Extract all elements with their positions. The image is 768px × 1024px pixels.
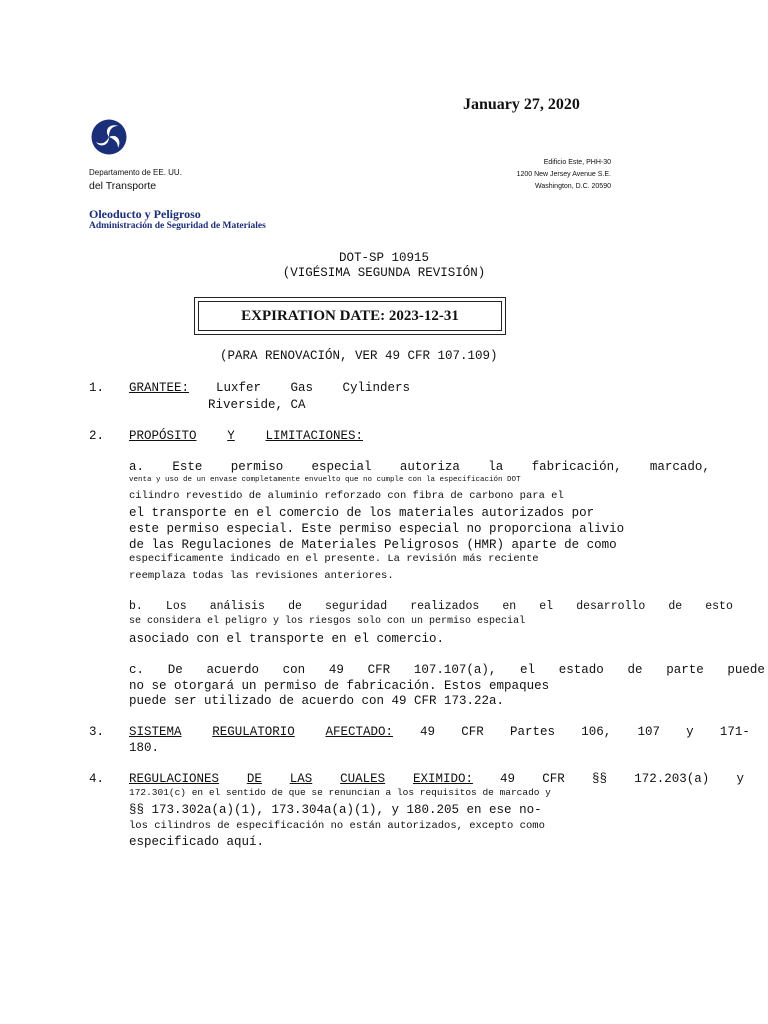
section-4-line-4: los cilindros de especificación no están autorizados, excepto como bbox=[129, 820, 545, 832]
grantee-name: Luxfer Gas Cylinders bbox=[216, 381, 410, 395]
grantee-label: GRANTEE: bbox=[129, 381, 190, 395]
section-1-number: 1. bbox=[89, 381, 105, 395]
section-2a-line-8: reemplaza todas las revisiones anteriores. bbox=[129, 570, 394, 582]
section-3-affected-parts: 49 CFR Partes 106, 107 y 171- bbox=[420, 725, 750, 739]
section-2a-line-5: este permiso especial. Este permiso especial no proporciona alivio bbox=[129, 522, 625, 536]
address-line-3: Washington, D.C. 20590 bbox=[534, 183, 611, 190]
renewal-note: (PARA RENOVACIÓN, VER 49 CFR 107.109) bbox=[220, 349, 498, 363]
permit-revision: (VIGÉSIMA SEGUNDA REVISIÓN) bbox=[282, 266, 486, 280]
agency-name-line-1: Oleoducto y Peligroso bbox=[89, 207, 201, 221]
section-2a-line-4: el transporte en el comercio de los materiales autorizados por bbox=[129, 506, 595, 520]
address-line-1: Edificio Este, PHH-30 bbox=[543, 159, 611, 166]
section-2c-line-1: c. De acuerdo con 49 CFR 107.107(a), el estado de parte puede bbox=[129, 663, 765, 677]
section-4-number: 4. bbox=[89, 772, 105, 786]
permit-number: DOT-SP 10915 bbox=[338, 251, 429, 265]
agency-name-line-2: Administración de Seguridad de Materiales bbox=[89, 221, 266, 231]
section-4-regulations: 49 CFR §§ 172.203(a) y bbox=[500, 772, 744, 786]
section-2a-line-3: cilindro revestido de aluminio reforzado con fibra de carbono para el bbox=[129, 490, 564, 502]
section-2c-line-3: puede ser utilizado de acuerdo con 49 CFR 173.22a. bbox=[129, 694, 505, 708]
address-line-2: 1200 New Jersey Avenue S.E. bbox=[516, 171, 611, 178]
section-2b-line-3: asociado con el transporte en el comercio. bbox=[129, 632, 445, 646]
section-3-line-2: 180. bbox=[129, 741, 160, 755]
section-2-number: 2. bbox=[89, 429, 105, 443]
department-line-2: del Transporte bbox=[89, 180, 157, 192]
section-4-heading: REGULACIONES DE LAS CUALES EXIMIDO: bbox=[129, 772, 473, 786]
section-2c-line-2: no se otorgará un permiso de fabricación. Estos empaques bbox=[129, 679, 550, 693]
section-2-heading: PROPÓSITO Y LIMITACIONES: bbox=[129, 429, 363, 443]
section-3-number: 3. bbox=[89, 725, 105, 739]
expiration-date: EXPIRATION DATE: 2023-12-31 bbox=[198, 301, 502, 331]
section-4-line-2: 172.301(c) en el sentido de que se renuncian a los requisitos de marcado y bbox=[129, 787, 551, 798]
expiration-box bbox=[194, 297, 506, 335]
section-2a-line-7: especificamente indicado en el presente. La revisión más reciente bbox=[129, 553, 539, 565]
section-2b-line-2: se considera el peligro y los riesgos solo con un permiso especial bbox=[129, 616, 526, 627]
section-2a-line-2: venta y uso de un envase completamente envuelto que no cumple con la especificación DOT bbox=[129, 476, 521, 484]
section-4-line-3: §§ 173.302a(a)(1), 173.304a(a)(1), y 180.205 en ese no- bbox=[129, 803, 542, 817]
section-3-heading: SISTEMA REGULATORIO AFECTADO: bbox=[129, 725, 393, 739]
section-4-line-5: especificado aquí. bbox=[129, 835, 265, 849]
dot-logo-icon bbox=[91, 119, 127, 155]
grantee-location: Riverside, CA bbox=[208, 398, 306, 412]
department-line-1: Departamento de EE. UU. bbox=[89, 168, 182, 177]
section-2a-line-1: a. Este permiso especial autoriza la fabricación, marcado, bbox=[129, 460, 710, 474]
section-2a-line-6: de las Regulaciones de Materiales Peligrosos (HMR) aparte de como bbox=[129, 538, 617, 552]
letter-date: January 27, 2020 bbox=[463, 96, 580, 113]
section-2b-line-1: b. Los análisis de seguridad realizados en el desarrollo de esto bbox=[129, 600, 733, 613]
